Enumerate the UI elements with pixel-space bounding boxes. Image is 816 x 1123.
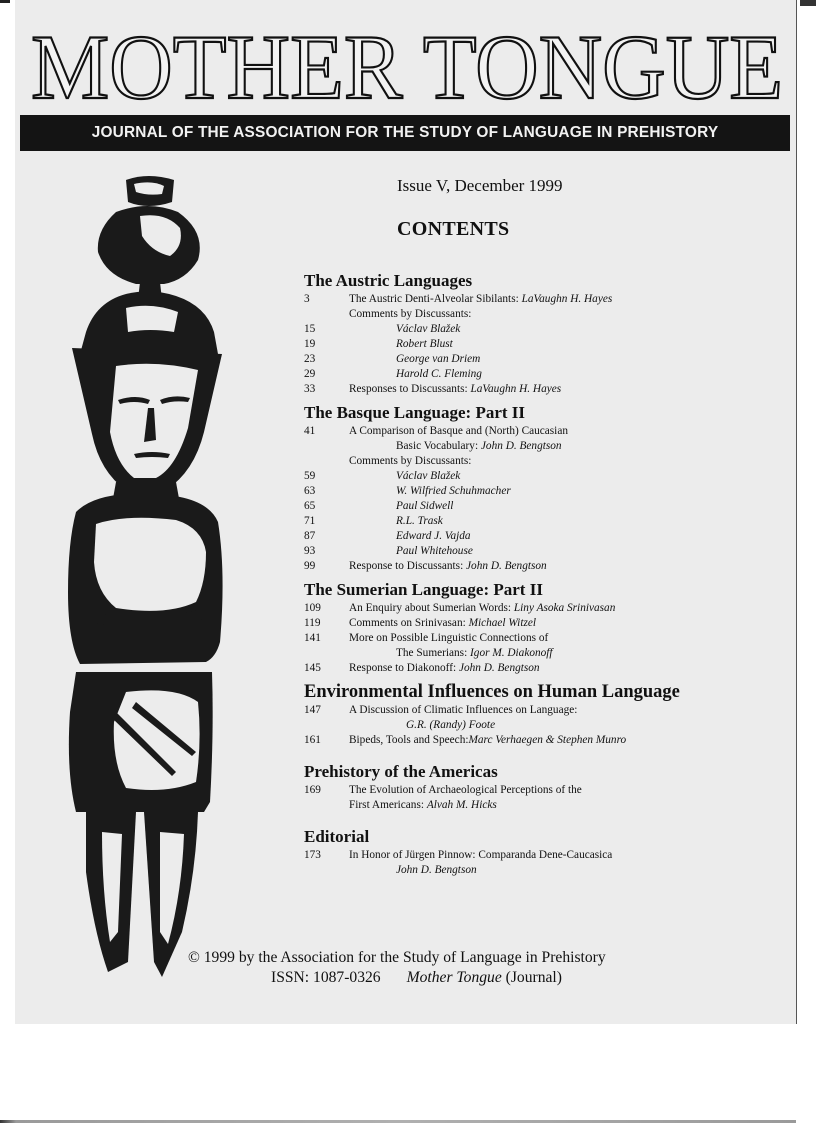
entry-title: The Austric Denti-Alveolar Sibilants: [349,293,522,305]
toc-entry [304,424,784,439]
toc-entry [304,529,784,544]
toc-entry [304,514,784,529]
entry-author: Paul Whitehouse [396,545,473,557]
section-title: Prehistory of the Americas [304,762,498,781]
page-number: 87 [304,530,316,542]
entry-author: Paul Sidwell [396,500,454,512]
toc-entry [304,322,784,337]
toc-entry [304,484,784,499]
page-number: 59 [304,470,316,482]
issn-line [271,969,562,987]
toc-section [304,762,784,813]
toc-section [304,271,784,397]
scan-corner-mark [800,0,816,6]
entry-author: Václav Blažek [396,323,461,335]
statue-figure-image [56,172,236,982]
section-title: The Sumerian Language: Part II [304,580,543,599]
page-number: 65 [304,500,316,512]
toc-section [304,682,784,748]
toc-section [304,403,784,574]
toc-subheading [304,307,784,322]
entry-title: An Enquiry about Sumerian Words: [349,602,514,614]
masthead-logo [27,28,787,108]
masthead-title: MOTHER TONGUE [31,28,783,108]
page-number: 15 [304,323,316,335]
entry-author: Michael Witzel [468,617,537,629]
entry-author: John D. Bengtson [396,864,477,876]
toc-entry [304,337,784,352]
page-number: 147 [304,704,321,716]
section-title: Editorial [304,827,370,846]
entry-author: Harold C. Fleming [396,368,482,380]
toc-entry-continuation [304,646,784,661]
issn-number: ISSN: 1087-0326 [271,969,381,986]
page-number: 3 [304,293,310,305]
toc-entry [304,499,784,514]
entry-title: In Honor of Jürgen Pinnow: Comparanda Dene-Caucasica [349,849,613,861]
table-of-contents [304,271,784,884]
toc-entry [304,544,784,559]
entry-author: Marc Verhaegen & Stephen Munro [468,734,627,746]
toc-entry [304,661,784,676]
entry-title: Comments by Discussants: [349,308,472,320]
page-number: 161 [304,734,321,746]
entry-author: R.L. Trask [396,515,443,527]
entry-author: John D. Bengtson [480,440,562,452]
page-number: 173 [304,849,321,861]
page-number: 99 [304,560,316,572]
toc-entry [304,352,784,367]
entry-title: Response to Discussants: [349,560,467,572]
toc-subheading [304,454,784,469]
entry-title: A Discussion of Climatic Influences on Language: [349,704,578,716]
entry-author: Liny Asoka Srinivasan [513,602,616,614]
toc-entry [304,292,784,307]
page-number: 71 [304,515,316,527]
section-title: The Austric Languages [304,271,473,290]
section-title: Environmental Influences on Human Language [304,682,680,702]
toc-section [304,580,784,676]
journal-suffix: (Journal) [501,969,562,986]
entry-title: Responses to Discussants: [349,383,471,395]
page-number: 119 [304,617,321,629]
toc-entry [304,783,784,798]
entry-author: John D. Bengtson [466,560,547,572]
entry-author: George van Driem [396,353,481,365]
toc-entry [304,367,784,382]
entry-title: Comments on Srinivasan: [349,617,469,629]
entry-author: LaVaughn H. Hayes [470,383,562,395]
toc-entry [304,469,784,484]
entry-author: Václav Blažek [396,470,461,482]
toc-entry [304,382,784,397]
copyright-line: © 1999 by the Association for the Study of Language in Prehistory [188,949,606,966]
page-number: 109 [304,602,321,614]
entry-title-continued: First Americans: [349,799,427,811]
journal-name: Mother Tongue [406,969,502,986]
toc-entry [304,601,784,616]
entry-author: Robert Blust [396,338,453,350]
toc-entry [304,733,784,748]
page-number: 19 [304,338,316,350]
entry-title: A Comparison of Basque and (North) Caucasian [349,425,568,437]
journal-subtitle-banner: JOURNAL OF THE ASSOCIATION FOR THE STUDY OF LANGUAGE IN PREHISTORY [20,115,790,151]
scan-corner-mark [0,0,10,3]
entry-title: The Evolution of Archaeological Perceptions of the [349,784,582,796]
section-title: The Basque Language: Part II [304,403,526,422]
page-number: 63 [304,485,316,497]
page-number: 23 [304,353,316,365]
page-number: 33 [304,383,316,395]
entry-author: Alvah M. Hicks [426,799,497,811]
toc-entry [304,559,784,574]
page-number: 141 [304,632,321,644]
entry-title: Bipeds, Tools and Speech: [349,734,469,746]
page-number: 169 [304,784,321,796]
entry-author: G.R. (Randy) Foote [406,719,496,731]
toc-entry-continuation [304,863,784,878]
toc-entry [304,703,784,718]
entry-title: More on Possible Linguistic Connections of [349,632,549,644]
entry-author: W. Wilfried Schuhmacher [396,485,511,497]
statue-illustration [56,172,236,982]
entry-title-continued: Basic Vocabulary: [396,440,481,452]
entry-author: LaVaughn H. Hayes [521,293,613,305]
entry-title-continued: The Sumerians: [396,647,471,659]
entry-author: Igor M. Diakonoff [470,647,553,659]
page-number: 93 [304,545,316,557]
toc-entry [304,616,784,631]
entry-title: Response to Diakonoff: [349,662,459,674]
toc-entry-continuation [304,798,784,813]
journal-masthead [27,28,787,108]
contents-heading: CONTENTS [397,218,510,240]
page-number: 41 [304,425,316,437]
page-number: 145 [304,662,321,674]
entry-author: Edward J. Vajda [396,530,471,542]
toc-entry-continuation [304,718,784,733]
issue-line: Issue V, December 1999 [397,176,563,195]
toc-entry-continuation [304,439,784,454]
toc-entry [304,631,784,646]
toc-entry [304,848,784,863]
entry-author: John D. Bengtson [458,662,540,674]
toc-section [304,827,784,878]
entry-title: Comments by Discussants: [349,455,472,467]
page-number: 29 [304,368,316,380]
